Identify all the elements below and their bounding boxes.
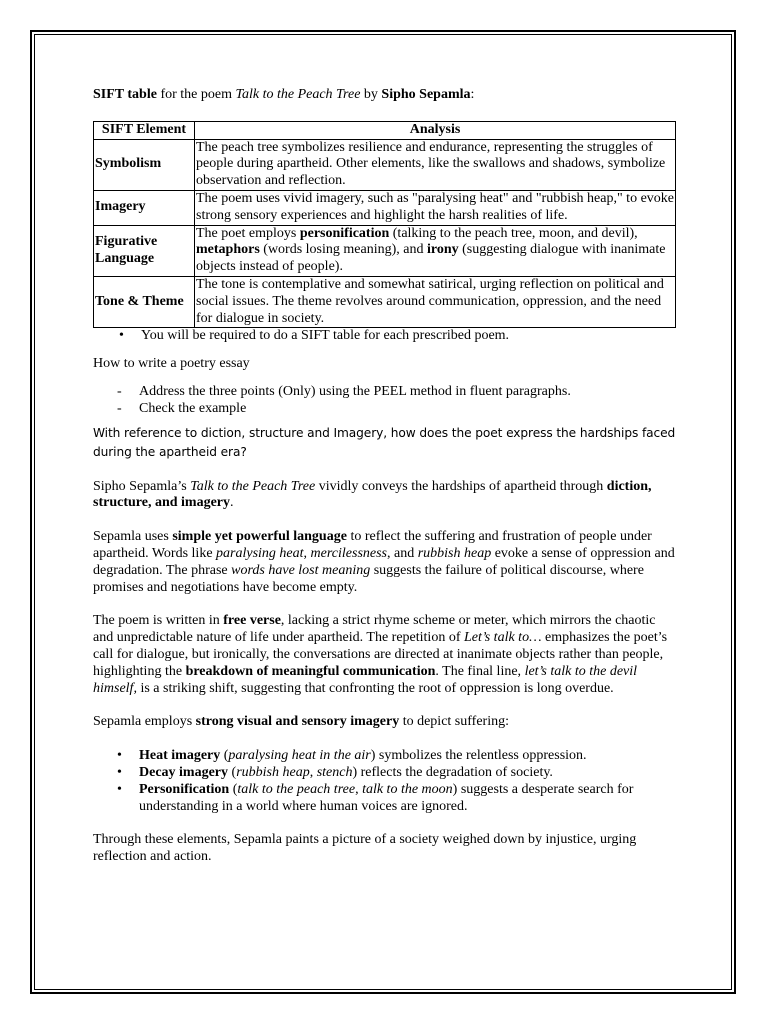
table-row: [94, 276, 676, 327]
table-cell-analysis: The poem uses vivid imagery, such as "paralysing heat" and "rubbish heap," to evoke strong sensory experiences and highlight the harsh realities of life.: [195, 190, 676, 225]
table-header: Analysis: [195, 121, 676, 139]
title-text: for the poem: [156, 87, 236, 102]
text-run: ,: [309, 764, 317, 780]
text-run: ,: [355, 781, 363, 797]
text-run: (: [228, 764, 237, 780]
document-title: [93, 87, 678, 104]
quote: mercilessness: [310, 545, 387, 561]
title-poem: Talk to the Peach Tree: [235, 87, 361, 102]
item-label: Personification: [139, 781, 230, 797]
text-run: ) symbolizes the relentless oppression.: [370, 748, 587, 764]
quote: rubbish heap: [417, 545, 492, 561]
table-cell-analysis: The tone is contemplative and somewhat satirical, urging reflection on political and social issues. The theme revolves around communication, oppression, and the need for dialogue in society.: [195, 276, 676, 327]
text-run: The poem is written in: [93, 613, 224, 629]
title-bold: SIFT table: [93, 87, 157, 102]
analysis-term: metaphors: [196, 242, 260, 258]
text-run: Sepamla uses: [93, 529, 173, 545]
table-row: [94, 190, 676, 225]
text-run: emphasizes the poet’s call for dialogue, but ironically, the conversations are directed at inanimate objects rather than people, highlighting the: [93, 630, 668, 679]
table-cell-element: Figurative Language: [94, 225, 195, 276]
analysis-text: (words losing meaning), and: [259, 242, 427, 258]
table-row: [94, 139, 676, 190]
poem-title: Talk to the Peach Tree: [190, 478, 316, 494]
analysis-text: (talking to the peach tree, moon, and devil),: [389, 225, 638, 241]
quote: talk to the peach tree: [237, 781, 356, 797]
list-item: [139, 748, 678, 765]
list-item: [139, 782, 678, 816]
item-label: Decay imagery: [139, 764, 229, 780]
text-run: to depict suffering:: [399, 714, 509, 730]
table-cell-element: Tone & Theme: [94, 276, 195, 327]
essay-question: With reference to diction, structure and Imagery, how does the poet express the hardships faced during the apartheid era?: [93, 425, 676, 459]
key-phrase: strong visual and sensory imagery: [195, 714, 400, 730]
list-item: [139, 765, 678, 782]
title-text-by: by: [360, 87, 382, 102]
essay-heading: How to write a poetry essay: [93, 356, 250, 372]
text-run: ) suggests a desperate search for understanding in a world where human voices are ignored.: [139, 781, 634, 814]
analysis-term: irony: [426, 242, 459, 258]
quote: paralysing heat in the air: [228, 748, 371, 764]
diction-paragraph: [93, 529, 678, 596]
quote: paralysing heat: [216, 545, 304, 561]
title-author: Sipho Sepamla: [381, 87, 471, 102]
table-cell-element: Imagery: [94, 190, 195, 225]
sift-table: [93, 121, 676, 329]
text-run: is a striking shift, suggesting that confronting the root of oppression is long overdue.: [136, 680, 614, 696]
structure-paragraph: [93, 613, 678, 697]
list-item: • You will be required to do a SIFT table for each prescribed poem.: [141, 328, 678, 345]
text-run: ,: [303, 545, 311, 561]
text-run: Sepamla employs: [93, 714, 196, 730]
key-phrase: diction, structure, and imagery: [93, 478, 652, 511]
text-run: . The final line,: [435, 663, 525, 679]
text-run: ) reflects the degradation of society.: [352, 764, 553, 780]
table-header-row: [94, 121, 676, 139]
text-run: , lacking a strict rhyme scheme or meter, which mirrors the chaotic and unpredictable nature of life under apartheid. The repetition of: [93, 613, 656, 646]
quote: rubbish heap: [236, 764, 310, 780]
quote: let’s talk to the devil himself,: [93, 663, 638, 696]
intro-paragraph: [93, 479, 678, 513]
text-run: (: [229, 781, 238, 797]
imagery-list: [93, 748, 678, 815]
text-run: Sipho Sepamla’s: [93, 478, 191, 494]
quote: stench: [316, 764, 353, 780]
list-item: - Check the example: [139, 401, 678, 418]
list-item: - Address the three points (Only) using the PEEL method in fluent paragraphs.: [139, 384, 678, 401]
table-header: SIFT Element: [94, 121, 195, 139]
quote: Let’s talk to…: [463, 630, 542, 646]
quote: words have lost meaning: [231, 562, 371, 578]
text-run: to reflect the suffering and frustration of people under apartheid. Words like: [93, 529, 652, 561]
table-cell-analysis: The peach tree symbolizes resilience and endurance, representing the struggles of people during apartheid. Other elements, like the swallows and shadows, symbolize observation and reflection.: [195, 139, 676, 190]
key-phrase: simple yet powerful language: [172, 529, 347, 545]
key-phrase: free verse: [223, 613, 281, 629]
text-run: vividly conveys the hardships of apartheid through: [315, 478, 607, 494]
essay-steps-list: [93, 384, 678, 418]
text-run: (: [220, 748, 229, 764]
table-cell-element: Symbolism: [94, 139, 195, 190]
document-page: [93, 87, 678, 866]
imagery-intro: [93, 714, 678, 731]
title-colon: :: [470, 87, 475, 102]
item-label: Heat imagery: [139, 748, 221, 764]
key-phrase: breakdown of meaningful communication: [185, 663, 436, 679]
quote: talk to the moon: [362, 781, 453, 797]
analysis-text: The poet employs: [196, 225, 300, 241]
analysis-text: (suggesting dialogue with inanimate objects instead of people).: [196, 242, 666, 275]
table-cell-analysis: [195, 225, 676, 276]
conclusion-paragraph: Through these elements, Sepamla paints a picture of a society weighed down by injustice, urging reflection and action.: [93, 832, 637, 865]
text-run: , and: [387, 545, 418, 561]
text-run: .: [230, 495, 234, 511]
table-row: [94, 225, 676, 276]
note-list: [93, 328, 678, 345]
text-run: suggests the failure of political discourse, where promises and negotiations have become empty.: [93, 562, 644, 595]
text-run: evoke a sense of oppression and degradation. The phrase: [93, 545, 675, 578]
analysis-term: personification: [299, 225, 390, 241]
